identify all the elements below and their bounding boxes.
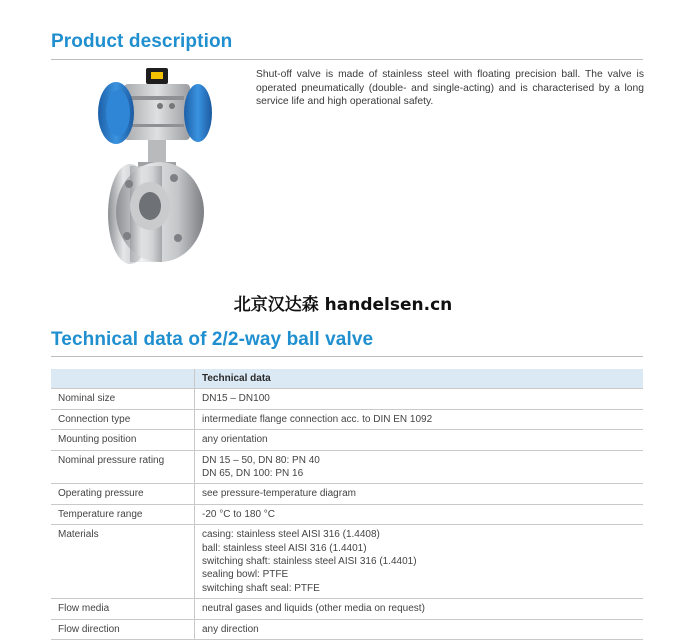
spec-value-line: DN15 – DN100 — [202, 393, 270, 405]
spec-label: Operating pressure — [51, 484, 195, 504]
spec-value-line: casing: stainless steel AISI 316 (1.4408) — [202, 529, 380, 541]
spec-value-line: neutral gases and liquids (other media on request) — [202, 603, 425, 615]
table-row — [51, 525, 643, 599]
spec-value — [195, 599, 644, 619]
spec-value-line: -20 °C to 180 °C — [202, 508, 276, 520]
table-row — [51, 484, 643, 504]
spec-value-line: any orientation — [202, 434, 268, 446]
table-row — [51, 430, 643, 450]
technical-data-table — [51, 369, 643, 640]
spec-value — [195, 504, 644, 524]
technical-data-heading: Technical data of 2/2-way ball valve — [51, 329, 374, 350]
spec-value-line: any direction — [202, 623, 259, 635]
spec-label: Materials — [51, 525, 195, 599]
spec-value-line: sealing bowl: PTFE — [202, 569, 289, 581]
table-header-cell — [51, 369, 195, 389]
spec-label: Nominal size — [51, 389, 195, 409]
spec-value — [195, 525, 644, 599]
heading-divider — [51, 59, 643, 60]
table-row — [51, 504, 643, 524]
spec-value — [195, 484, 644, 504]
spec-value — [195, 430, 644, 450]
table-row — [51, 599, 643, 619]
spec-value — [195, 619, 644, 639]
spec-value — [195, 389, 644, 409]
spec-label: Mounting position — [51, 430, 195, 450]
spec-value-line: DN 65, DN 100: PN 16 — [202, 468, 304, 480]
table-header-cell: Technical data — [195, 369, 644, 389]
table-row — [51, 450, 643, 484]
product-description-heading: Product description — [51, 31, 233, 52]
spec-label: Nominal pressure rating — [51, 450, 195, 484]
table-row — [51, 619, 643, 639]
spec-label: Flow media — [51, 599, 195, 619]
spec-value-line: DN 15 – 50, DN 80: PN 40 — [202, 454, 320, 466]
ball-valve-product-image — [94, 66, 218, 270]
spec-value-line: switching shaft seal: PTFE — [202, 582, 320, 594]
spec-value — [195, 450, 644, 484]
spec-label: Flow direction — [51, 619, 195, 639]
spec-value-line: intermediate flange connection acc. to DIN EN 1092 — [202, 413, 433, 425]
watermark-text: 北京汉达森 handelsen.cn — [233, 295, 453, 315]
table-header-row — [51, 369, 643, 389]
spec-value-line: switching shaft: stainless steel AISI 316 (1.4401) — [202, 556, 417, 568]
spec-value — [195, 409, 644, 429]
heading-divider — [51, 356, 643, 357]
spec-label: Connection type — [51, 409, 195, 429]
spec-label: Temperature range — [51, 504, 195, 524]
spec-value-line: ball: stainless steel AISI 316 (1.4401) — [202, 542, 367, 554]
spec-value-line: see pressure-temperature diagram — [202, 488, 356, 500]
table-row — [51, 389, 643, 409]
table-row — [51, 409, 643, 429]
product-description-text: Shut-off valve is made of stainless steel with floating precision ball. The valve is operated pneumatically (double- and single-acting) and is characterised by a long service life and high operational safety. — [256, 69, 644, 108]
